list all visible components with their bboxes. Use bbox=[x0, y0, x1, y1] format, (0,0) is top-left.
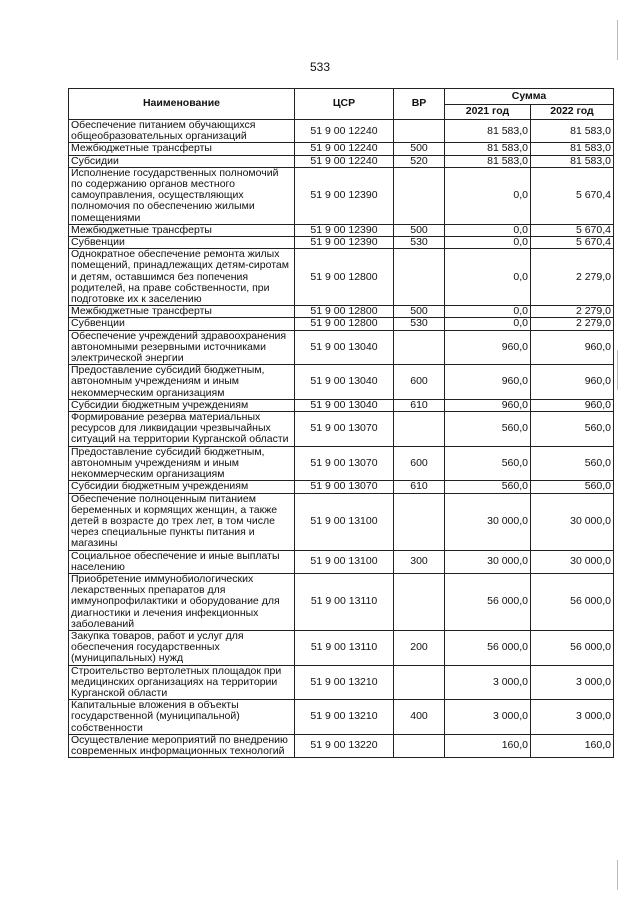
cell-name: Формирование резерва материальных ресурсов для ликвидации чрезвычайных ситуаций на территории Курганской области bbox=[69, 412, 295, 447]
page-number: 533 bbox=[309, 60, 331, 74]
cell-vr: 520 bbox=[394, 155, 445, 167]
cell-name: Закупка товаров, работ и услуг для обеспечения государственных (муниципальных) нужд bbox=[69, 630, 295, 665]
cell-name: Строительство вертолетных площадок при медицинских организациях на территории Курганской области bbox=[69, 665, 295, 700]
cell-vr: 600 bbox=[394, 365, 445, 400]
cell-sum-2021: 56 000,0 bbox=[445, 573, 531, 630]
table-row bbox=[69, 493, 614, 550]
cell-sum-2021: 0,0 bbox=[445, 249, 531, 306]
cell-vr bbox=[394, 120, 445, 143]
cell-sum-2022: 81 583,0 bbox=[531, 143, 614, 155]
cell-vr: 530 bbox=[394, 318, 445, 330]
cell-vr: 500 bbox=[394, 143, 445, 155]
cell-vr: 200 bbox=[394, 630, 445, 665]
cell-csr: 51 9 00 13220 bbox=[295, 734, 394, 757]
table-row bbox=[69, 306, 614, 318]
cell-sum-2022: 3 000,0 bbox=[531, 700, 614, 735]
margin-mark bbox=[617, 350, 618, 390]
table-row bbox=[69, 330, 614, 365]
cell-sum-2022: 560,0 bbox=[531, 481, 614, 493]
cell-name: Межбюджетные трансферты bbox=[69, 306, 295, 318]
cell-sum-2021: 560,0 bbox=[445, 446, 531, 481]
cell-sum-2022: 960,0 bbox=[531, 330, 614, 365]
cell-vr bbox=[394, 573, 445, 630]
cell-sum-2021: 3 000,0 bbox=[445, 700, 531, 735]
cell-sum-2022: 160,0 bbox=[531, 734, 614, 757]
table-row bbox=[69, 318, 614, 330]
cell-sum-2022: 81 583,0 bbox=[531, 155, 614, 167]
table-row bbox=[69, 155, 614, 167]
cell-name: Субсидии бюджетным учреждениям bbox=[69, 481, 295, 493]
cell-sum-2021: 81 583,0 bbox=[445, 143, 531, 155]
cell-csr: 51 9 00 12390 bbox=[295, 167, 394, 224]
table-row bbox=[69, 143, 614, 155]
cell-csr: 51 9 00 12390 bbox=[295, 224, 394, 236]
cell-csr: 51 9 00 12390 bbox=[295, 237, 394, 249]
cell-sum-2021: 560,0 bbox=[445, 481, 531, 493]
cell-csr: 51 9 00 13100 bbox=[295, 493, 394, 550]
table-row bbox=[69, 700, 614, 735]
cell-vr: 600 bbox=[394, 446, 445, 481]
table-row bbox=[69, 237, 614, 249]
cell-sum-2022: 81 583,0 bbox=[531, 120, 614, 143]
cell-name: Исполнение государственных полномочий по содержанию органов местного самоуправления, осуществляющих полномочия по обеспечению жилыми помещениями bbox=[69, 167, 295, 224]
cell-vr bbox=[394, 167, 445, 224]
cell-vr: 300 bbox=[394, 550, 445, 573]
cell-csr: 51 9 00 13040 bbox=[295, 365, 394, 400]
cell-vr: 530 bbox=[394, 237, 445, 249]
cell-sum-2022: 30 000,0 bbox=[531, 493, 614, 550]
cell-vr: 500 bbox=[394, 306, 445, 318]
cell-csr: 51 9 00 13040 bbox=[295, 330, 394, 365]
table-row bbox=[69, 365, 614, 400]
cell-sum-2021: 0,0 bbox=[445, 237, 531, 249]
cell-sum-2021: 30 000,0 bbox=[445, 550, 531, 573]
header-year-2022: 2022 год bbox=[531, 104, 614, 120]
margin-mark bbox=[617, 20, 618, 60]
table-row bbox=[69, 446, 614, 481]
table-row bbox=[69, 412, 614, 447]
cell-vr: 610 bbox=[394, 399, 445, 411]
cell-name: Субсидии bbox=[69, 155, 295, 167]
cell-csr: 51 9 00 13210 bbox=[295, 665, 394, 700]
cell-name: Межбюджетные трансферты bbox=[69, 224, 295, 236]
cell-vr bbox=[394, 734, 445, 757]
header-name: Наименование bbox=[69, 89, 295, 120]
cell-vr bbox=[394, 330, 445, 365]
cell-sum-2021: 960,0 bbox=[445, 330, 531, 365]
cell-vr bbox=[394, 665, 445, 700]
cell-csr: 51 9 00 13070 bbox=[295, 481, 394, 493]
cell-sum-2021: 560,0 bbox=[445, 412, 531, 447]
cell-csr: 51 9 00 13070 bbox=[295, 446, 394, 481]
table-row bbox=[69, 167, 614, 224]
cell-csr: 51 9 00 12240 bbox=[295, 143, 394, 155]
header-csr: ЦСР bbox=[295, 89, 394, 120]
cell-sum-2021: 960,0 bbox=[445, 365, 531, 400]
cell-vr: 500 bbox=[394, 224, 445, 236]
cell-csr: 51 9 00 13110 bbox=[295, 630, 394, 665]
margin-mark bbox=[617, 860, 618, 890]
cell-sum-2022: 560,0 bbox=[531, 412, 614, 447]
cell-sum-2022: 2 279,0 bbox=[531, 249, 614, 306]
cell-sum-2021: 3 000,0 bbox=[445, 665, 531, 700]
cell-name: Однократное обеспечение ремонта жилых помещений, принадлежащих детям-сиротам и детям, оставшимся без попечения родителей, на праве собственности, при подготовке их к заселению bbox=[69, 249, 295, 306]
table-row bbox=[69, 734, 614, 757]
cell-sum-2021: 0,0 bbox=[445, 167, 531, 224]
cell-vr bbox=[394, 493, 445, 550]
header-vr: ВР bbox=[394, 89, 445, 120]
cell-sum-2022: 5 670,4 bbox=[531, 224, 614, 236]
cell-sum-2021: 56 000,0 bbox=[445, 630, 531, 665]
table-row bbox=[69, 665, 614, 700]
cell-csr: 51 9 00 13040 bbox=[295, 399, 394, 411]
cell-sum-2022: 5 670,4 bbox=[531, 237, 614, 249]
cell-sum-2021: 81 583,0 bbox=[445, 155, 531, 167]
cell-sum-2021: 0,0 bbox=[445, 224, 531, 236]
cell-sum-2021: 81 583,0 bbox=[445, 120, 531, 143]
budget-table bbox=[68, 88, 614, 758]
cell-sum-2022: 30 000,0 bbox=[531, 550, 614, 573]
table-body bbox=[69, 120, 614, 758]
cell-name: Предоставление субсидий бюджетным, автономным учреждениям и иным некоммерческим организациям bbox=[69, 446, 295, 481]
cell-csr: 51 9 00 12800 bbox=[295, 318, 394, 330]
table-row bbox=[69, 249, 614, 306]
cell-sum-2021: 30 000,0 bbox=[445, 493, 531, 550]
cell-name: Социальное обеспечение и иные выплаты населению bbox=[69, 550, 295, 573]
cell-csr: 51 9 00 13210 bbox=[295, 700, 394, 735]
cell-csr: 51 9 00 12240 bbox=[295, 155, 394, 167]
cell-sum-2021: 0,0 bbox=[445, 318, 531, 330]
cell-sum-2022: 3 000,0 bbox=[531, 665, 614, 700]
cell-vr: 400 bbox=[394, 700, 445, 735]
cell-name: Субсидии бюджетным учреждениям bbox=[69, 399, 295, 411]
table-row bbox=[69, 573, 614, 630]
table-row bbox=[69, 550, 614, 573]
cell-name: Предоставление субсидий бюджетным, автономным учреждениям и иным некоммерческим организациям bbox=[69, 365, 295, 400]
cell-csr: 51 9 00 13070 bbox=[295, 412, 394, 447]
cell-sum-2022: 56 000,0 bbox=[531, 630, 614, 665]
cell-name: Капитальные вложения в объекты государственной (муниципальной) собственности bbox=[69, 700, 295, 735]
table-row bbox=[69, 224, 614, 236]
table-row bbox=[69, 120, 614, 143]
cell-vr bbox=[394, 412, 445, 447]
cell-sum-2021: 160,0 bbox=[445, 734, 531, 757]
cell-name: Осуществление мероприятий по внедрению современных информационных технологий bbox=[69, 734, 295, 757]
cell-sum-2022: 2 279,0 bbox=[531, 306, 614, 318]
cell-csr: 51 9 00 12240 bbox=[295, 120, 394, 143]
cell-vr bbox=[394, 249, 445, 306]
cell-sum-2022: 960,0 bbox=[531, 399, 614, 411]
cell-sum-2022: 560,0 bbox=[531, 446, 614, 481]
cell-sum-2022: 56 000,0 bbox=[531, 573, 614, 630]
cell-name: Межбюджетные трансферты bbox=[69, 143, 295, 155]
cell-name: Субвенции bbox=[69, 318, 295, 330]
cell-csr: 51 9 00 13110 bbox=[295, 573, 394, 630]
cell-sum-2022: 2 279,0 bbox=[531, 318, 614, 330]
cell-sum-2022: 960,0 bbox=[531, 365, 614, 400]
cell-csr: 51 9 00 12800 bbox=[295, 249, 394, 306]
cell-sum-2022: 5 670,4 bbox=[531, 167, 614, 224]
cell-vr: 610 bbox=[394, 481, 445, 493]
cell-csr: 51 9 00 13100 bbox=[295, 550, 394, 573]
cell-name: Обеспечение учреждений здравоохранения автономными резервными источниками электрической энергии bbox=[69, 330, 295, 365]
cell-name: Приобретение иммунобиологических лекарственных препаратов для иммунопрофилактики и оборудование для диагностики и лечения инфекционных заболеваний bbox=[69, 573, 295, 630]
header-year-2021: 2021 год bbox=[445, 104, 531, 120]
table-row bbox=[69, 630, 614, 665]
cell-name: Обеспечение полноценным питанием беременных и кормящих женщин, а также детей в возрасте до трех лет, в том числе через специальные пункты питания и магазины bbox=[69, 493, 295, 550]
cell-name: Обеспечение питанием обучающихся общеобразовательных организаций bbox=[69, 120, 295, 143]
table-row bbox=[69, 481, 614, 493]
cell-sum-2021: 960,0 bbox=[445, 399, 531, 411]
cell-sum-2021: 0,0 bbox=[445, 306, 531, 318]
header-sum: Сумма bbox=[445, 89, 614, 105]
cell-name: Субвенции bbox=[69, 237, 295, 249]
table-row bbox=[69, 399, 614, 411]
cell-csr: 51 9 00 12800 bbox=[295, 306, 394, 318]
